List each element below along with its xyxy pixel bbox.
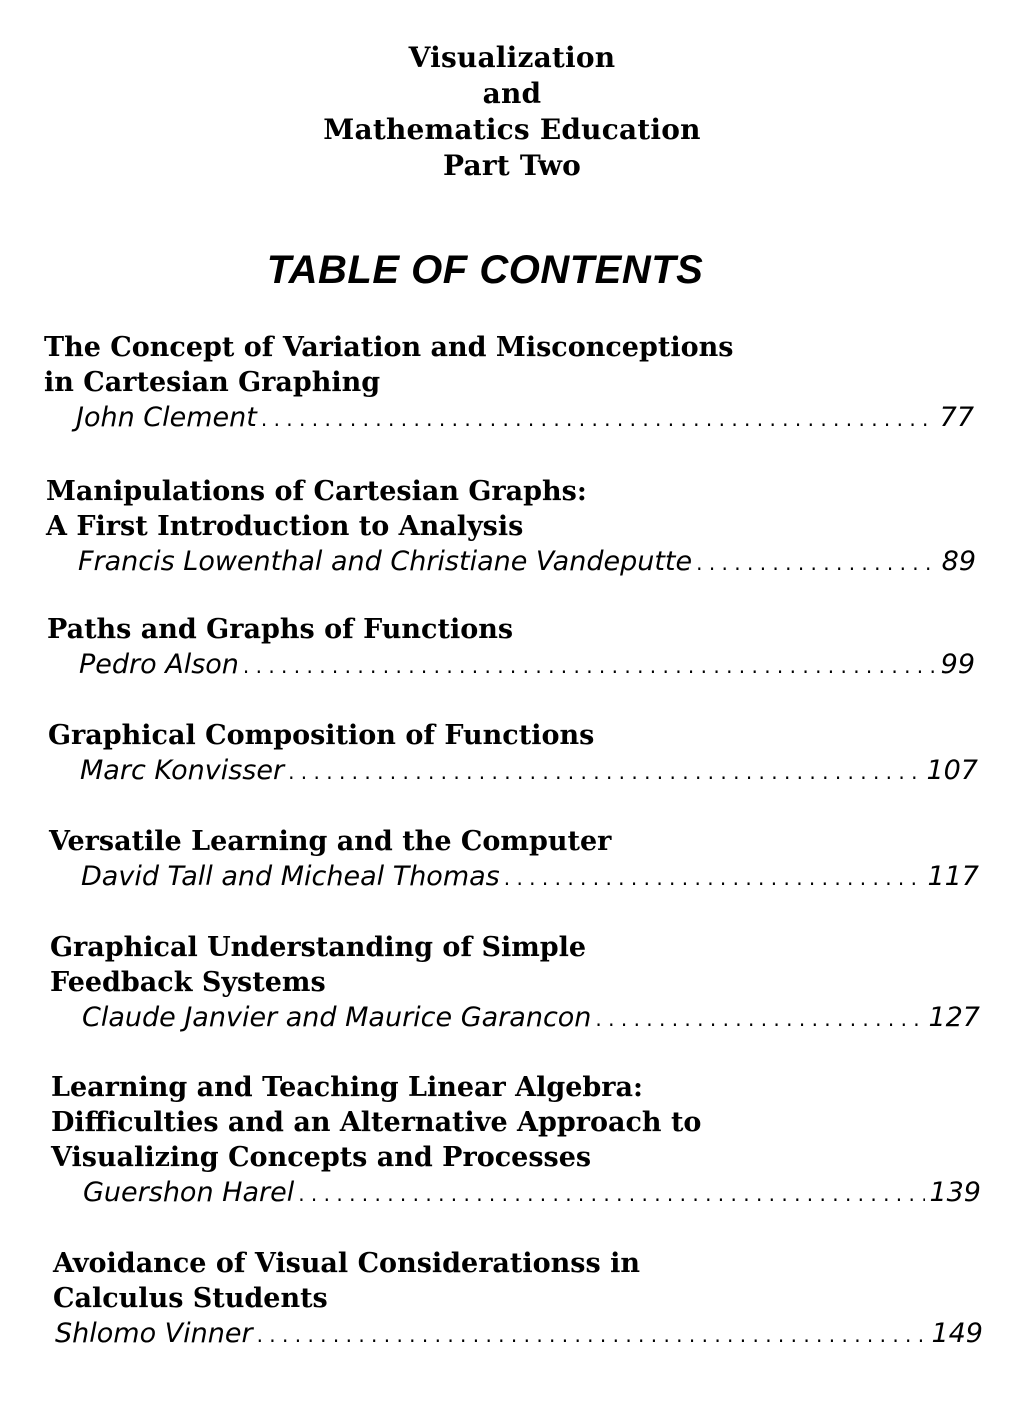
dot-leader bbox=[261, 402, 936, 437]
toc-entry bbox=[49, 824, 979, 896]
entry-page-number: 117 bbox=[927, 861, 979, 892]
toc-entry bbox=[51, 1070, 981, 1212]
toc-entry bbox=[47, 612, 975, 684]
entry-title-line: Manipulations of Cartesian Graphs: bbox=[46, 476, 587, 507]
entry-author-row bbox=[49, 859, 979, 896]
dot-leader bbox=[243, 649, 937, 684]
toc-entry bbox=[46, 474, 976, 581]
entry-author: John Clement bbox=[76, 402, 257, 433]
entry-title-line: Versatile Learning and the Computer bbox=[49, 826, 612, 857]
dot-leader bbox=[696, 546, 938, 581]
entry-author: Guershon Harel bbox=[83, 1177, 295, 1208]
entry-author-row bbox=[53, 1316, 983, 1353]
entry-author-row bbox=[48, 753, 978, 790]
header-line-part-two: Part Two bbox=[442, 149, 582, 182]
entry-author-row bbox=[47, 647, 975, 684]
entry-title-line: Learning and Teaching Linear Algebra: bbox=[51, 1072, 643, 1103]
entry-page-number: 149 bbox=[931, 1318, 983, 1349]
toc-heading: TABLE OF CONTENTS bbox=[266, 248, 704, 292]
header-line-mathematics-education: Mathematics Education bbox=[323, 113, 701, 146]
entry-title-line: The Concept of Variation and Misconceptions bbox=[44, 332, 734, 363]
entry-author: Claude Janvier and Maurice Garancon bbox=[82, 1002, 592, 1033]
entry-author: David Tall and Micheal Thomas bbox=[81, 861, 500, 892]
entry-title-line: Difficulties and an Alternative Approach to bbox=[51, 1107, 702, 1138]
entry-title-line: Avoidance of Visual Considerationss in bbox=[53, 1248, 640, 1279]
entry-author-row bbox=[46, 544, 976, 581]
header-line-visualization: Visualization bbox=[408, 41, 616, 74]
entry-author: Marc Konvisser bbox=[80, 755, 285, 786]
entry-title-line: Feedback Systems bbox=[50, 967, 326, 998]
dot-leader bbox=[595, 1002, 924, 1037]
entry-page-number: 107 bbox=[926, 755, 978, 786]
entry-page-number: 139 bbox=[929, 1177, 981, 1208]
entry-author-row bbox=[50, 1000, 980, 1037]
entry-title-line: Graphical Composition of Functions bbox=[48, 720, 595, 751]
dot-leader bbox=[298, 1177, 925, 1212]
entry-author: Pedro Alson bbox=[79, 649, 239, 680]
entry-title-line: Visualizing Concepts and Processes bbox=[51, 1142, 592, 1173]
dot-leader bbox=[257, 1318, 928, 1353]
book-header bbox=[0, 40, 1024, 184]
dot-leader bbox=[504, 861, 924, 896]
entry-page-number: 99 bbox=[940, 649, 975, 680]
entry-page-number: 77 bbox=[939, 402, 974, 433]
entry-title-line: Graphical Understanding of Simple bbox=[50, 932, 587, 963]
entry-page-number: 89 bbox=[941, 546, 976, 577]
entry-title-line: A First Introduction to Analysis bbox=[46, 511, 524, 542]
header-line-and: and bbox=[482, 77, 542, 110]
entry-author-row bbox=[44, 400, 974, 437]
entry-author: Francis Lowenthal and Christiane Vandeputte bbox=[78, 546, 693, 577]
toc-entry bbox=[53, 1246, 983, 1353]
toc-entry bbox=[50, 930, 980, 1037]
entry-title-line: in Cartesian Graphing bbox=[44, 367, 381, 398]
entry-page-number: 127 bbox=[928, 1002, 980, 1033]
toc-entry bbox=[48, 718, 978, 790]
dot-leader bbox=[288, 755, 922, 790]
entry-title-line: Paths and Graphs of Functions bbox=[47, 614, 514, 645]
toc-entry bbox=[44, 330, 974, 437]
entry-author: Shlomo Vinner bbox=[55, 1318, 253, 1349]
entry-author-row bbox=[51, 1175, 981, 1212]
entry-title-line: Calculus Students bbox=[53, 1283, 328, 1314]
